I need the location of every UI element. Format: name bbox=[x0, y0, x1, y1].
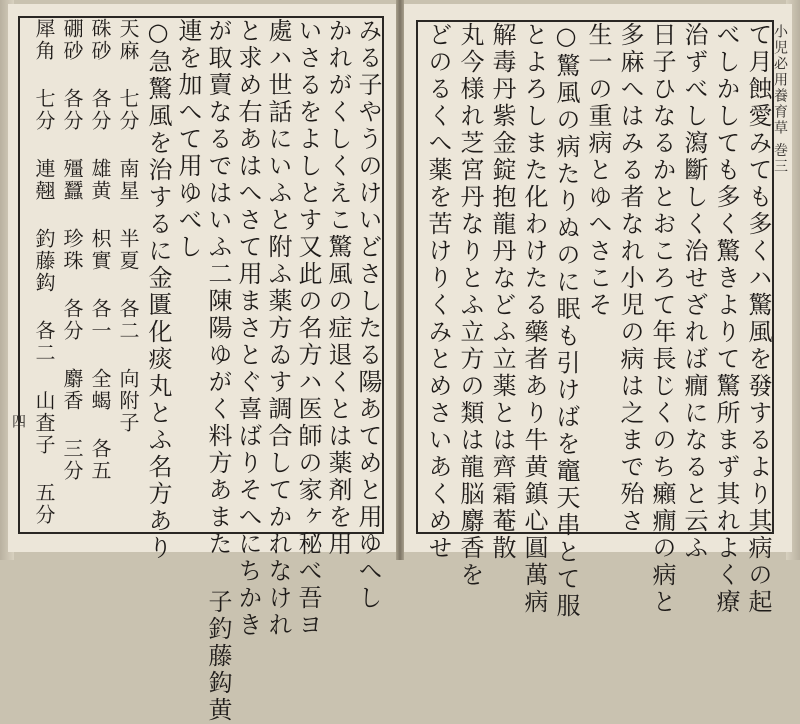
right-page-frame bbox=[416, 20, 774, 620]
text-column: 連を加へて用ゆべし bbox=[174, 18, 202, 261]
margin-title: 小児必用養育草 巻三 bbox=[772, 24, 788, 175]
prescription-column: 硼砂 各分 殭蠶 珍珠 各分 麝香 三分 bbox=[60, 18, 84, 482]
right-page bbox=[404, 4, 792, 620]
text-column: どのるくへ薬を苦けりくみとめさいあくめせ bbox=[424, 22, 452, 562]
left-page-number: 四 bbox=[10, 414, 26, 429]
prescription-column: 犀角 七分 連翹 釣藤鈎 各二 山査子 五分 bbox=[32, 18, 56, 526]
text-column: いさるをよしとす又此の名方ハ医師の家ヶ秘べ吾ヨ bbox=[294, 18, 322, 639]
text-column: 處ハ世話にいふと附ふ薬方ゐす調合してかれなけれ bbox=[264, 18, 292, 639]
text-column: 生一の重病とゆへさこそ bbox=[584, 22, 612, 319]
text-column: 丸今様れ芝宮丹なりとふ立方の類は龍脳麝香を bbox=[456, 22, 484, 589]
text-column: とよろしまた化わけたる藥者あり牛黄鎮心圓萬病 bbox=[520, 22, 548, 616]
text-column: 多麻へはみる者なれ小児の病は之まで殆さ bbox=[616, 22, 644, 535]
text-column: べしかしても多く驚きよりて驚所まず其れよく療 bbox=[712, 22, 740, 616]
book-gutter bbox=[396, 0, 404, 560]
text-column: と求め右あはへさて用まさとぐ喜ばりそへにちかき bbox=[234, 18, 262, 639]
text-column: が取賣なるではいふ二陳陽ゆがく料方あまた 子釣藤鈎黄 bbox=[204, 18, 232, 724]
prescription-column: 硃砂 各分 雄黄 枳實 各一 全蝎 各五 bbox=[88, 18, 112, 482]
text-column: て月蝕愛みても多くハ驚風を發するより其病の起 bbox=[744, 22, 772, 616]
prescription-column: 天麻 七分 南星 半夏 各二 向附子 bbox=[116, 18, 140, 434]
text-column: かれがくしくえこ驚風の症退くとは薬剤を用 bbox=[324, 18, 352, 558]
text-column: みる子やうのけいどさしたる陽あてめと用ゆへし bbox=[354, 18, 382, 612]
text-column: ○驚風の病たりぬのに眠も引けばを竈天串とて服 bbox=[552, 22, 580, 620]
left-page-frame bbox=[18, 16, 384, 724]
text-column: 治ずべし瀉斷しく治せざれば癇になると云ふ bbox=[680, 22, 708, 562]
left-page bbox=[8, 4, 396, 724]
text-column: 解毒丹紫金錠抱龍丹などふ立薬とは齊霜菴散 bbox=[488, 22, 516, 562]
text-column: ○急驚風を治するに金匱化痰丸とふ名方あり bbox=[144, 18, 172, 562]
text-column: 日子ひなるかとおころて年長じくのち癩癇の病と bbox=[648, 22, 676, 616]
